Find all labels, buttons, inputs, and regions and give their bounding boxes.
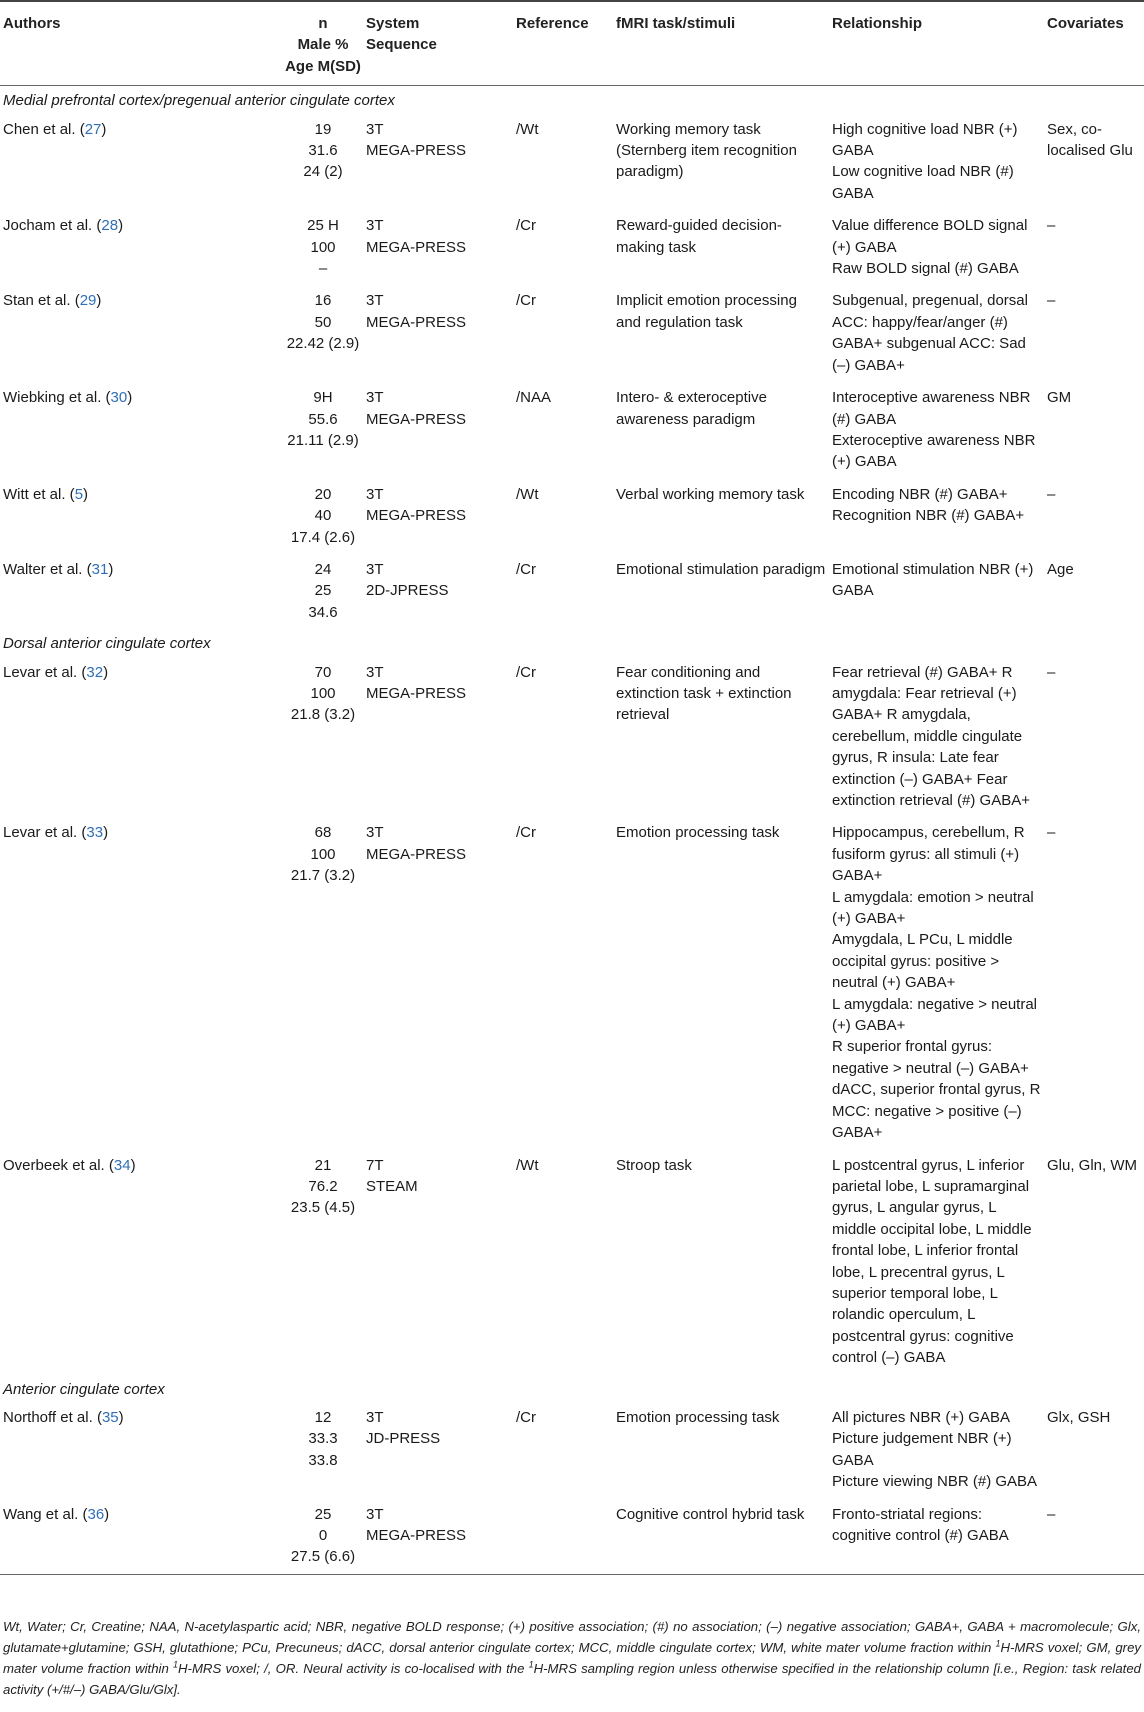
system-value: MEGA-PRESS [366,410,467,428]
header-n-line: n [318,15,328,32]
system-value: MEGA-PRESS [366,684,467,702]
n-value: 33.8 [308,1451,338,1469]
header-system [366,1,516,86]
table-row [0,1402,1144,1499]
cell-author [0,1402,280,1499]
cell-n [280,1402,366,1499]
relationship-line: High cognitive load NBR (+) GABA [832,120,1018,160]
cell-n [280,1150,366,1375]
n-value: 19 [314,120,332,138]
section-title: Dorsal anterior cingulate cortex [3,635,211,653]
cell-relationship [832,1402,1047,1499]
header-age-line: Age M(SD) [285,57,361,75]
n-value: 24 [314,560,332,578]
n-value: 12 [314,1408,332,1426]
relationship-line: dACC, superior frontal gyrus, R MCC: negative > positive (–) GABA+ [832,1081,1041,1142]
relationship-line: Fear retrieval (#) GABA+ R amygdala: Fear retrieval (+) GABA+ R amygdala, cerebellum, middle cingulate gyrus, R insula: Late fear extinction (–) GABA+ Fear extinction retrieval (#) GABA+ [832,663,1030,809]
n-value: 25 H [307,217,339,235]
system-value: 3T [366,292,384,310]
footnote-text-2: H-MRS voxel; GM, grey mater volume fraction within [3,1640,1141,1676]
system-value: 2D-JPRESS [366,582,449,600]
cell-reference [516,1499,616,1575]
cell-relationship [832,657,1047,818]
section-title: Anterior cingulate cortex [3,1380,165,1398]
cell-relationship [832,1499,1047,1575]
cell-n [280,554,366,629]
cell-reference: /Cr [516,1408,536,1426]
n-value: 31.6 [308,142,338,160]
author-paren: ) [103,824,109,842]
system-value: 3T [366,1505,384,1523]
table-row [0,479,1144,554]
cell-author [0,285,280,382]
author-name: Levar et al. ( [3,824,87,842]
header-covariates: Covariates [1047,1,1144,86]
n-value: 9H [313,389,333,407]
cell-task: Reward-guided decision-making task [616,217,782,256]
header-n [280,1,366,86]
cell-author [0,479,280,554]
cell-covariates: – [1047,824,1056,842]
relationship-line: Value difference BOLD signal (+) GABA [832,217,1028,256]
cell-author [0,1150,280,1375]
relationship-line: Picture viewing NBR (#) GABA [832,1473,1038,1491]
system-value: JD-PRESS [366,1430,441,1448]
relationship-line: All pictures NBR (+) GABA [832,1408,1010,1426]
author-name: Levar et al. ( [3,663,87,681]
system-value: MEGA-PRESS [366,313,467,331]
table-body [0,86,1144,1575]
author-paren: ) [101,120,107,138]
cell-task: Emotional stimulation paradigm [616,560,826,578]
system-value: 3T [366,217,384,235]
n-value: 33.3 [308,1430,338,1448]
author-paren: ) [103,663,109,681]
author-paren: ) [104,1505,110,1523]
cell-author [0,210,280,285]
cell-covariates: Glu, Gln, WM [1047,1156,1138,1174]
n-value: 16 [314,292,332,310]
cell-relationship [832,554,1047,629]
cell-relationship [832,382,1047,479]
cell-system [366,382,516,479]
relationship-line: Hippocampus, cerebellum, R fusiform gyrus: all stimuli (+) GABA+ [832,824,1025,885]
n-value: 24 (2) [303,163,343,181]
citation-link[interactable]: 31 [91,560,109,578]
relationship-line: Raw BOLD signal (#) GABA [832,260,1019,278]
cell-covariates: – [1047,485,1056,503]
header-task: fMRI task/stimuli [616,1,832,86]
table-header [0,1,1144,86]
system-value: MEGA-PRESS [366,142,467,160]
relationship-line: Encoding NBR (#) GABA+ [832,485,1008,503]
n-value: 40 [314,507,332,525]
cell-author [0,657,280,818]
footnote-superscript: 1 [173,1659,179,1670]
table-row [0,554,1144,629]
citation-link[interactable]: 32 [86,663,104,681]
cell-system [366,554,516,629]
cell-author [0,817,280,1149]
citation-link[interactable]: 28 [101,217,119,235]
system-value: MEGA-PRESS [366,507,467,525]
author-paren: ) [127,389,133,407]
n-value: 17.4 (2.6) [290,528,356,546]
cell-covariates: – [1047,292,1056,310]
table-row [0,210,1144,285]
n-value: 76.2 [308,1177,338,1195]
header-male-line: Male % [297,36,349,54]
relationship-line: Exteroceptive awareness NBR (+) GABA [832,431,1036,471]
cell-task: Intero- & exteroceptive awareness paradigm [616,389,767,428]
author-paren: ) [108,560,114,578]
cell-n [280,210,366,285]
footnote-superscript: 1 [528,1659,534,1670]
citation-link[interactable]: 36 [87,1505,105,1523]
footnote-text-4: H-MRS sampling region unless otherwise specified in the relationship column [i.e., Region: task related activity (+/#/–) GABA/Glu/Glx]. [3,1661,1142,1697]
cell-covariates: – [1047,663,1056,681]
relationship-line: Interoceptive awareness NBR (#) GABA [832,389,1031,428]
n-value: 21.11 (2.9) [287,431,359,449]
n-value: 0 [318,1527,328,1544]
cell-covariates: GM [1047,389,1072,407]
cell-task: Stroop task [616,1156,692,1174]
cell-author [0,382,280,479]
author-paren: ) [118,1408,124,1426]
footnote-text-1: Wt, Water; Cr, Creatine; NAA, N-acetylaspartic acid; NBR, negative BOLD response; (+) positive association; (#) no association; (–) negative association; GABA+, GABA + macromolecule; Glx, glutamate+glutamine; GSH, glutathione; PCu, Precuneus; dACC, dorsal anterior cingulate cortex; MCC, middle cingulate cortex; WM, white mater volume fraction within [3,1619,1141,1655]
header-system-line: System [366,15,420,32]
table-row [0,657,1144,818]
table-row [0,1499,1144,1575]
cell-system [366,1150,516,1375]
n-value: 21 [314,1156,332,1174]
cell-reference: /Wt [516,1156,539,1174]
cell-n [280,657,366,818]
system-value: 3T [366,560,384,578]
author-paren: ) [96,292,102,310]
header-relationship: Relationship [832,1,1047,86]
n-value: 100 [310,238,336,256]
cell-task: Cognitive control hybrid task [616,1499,832,1575]
author-name: Wang et al. ( [3,1505,88,1523]
cell-relationship [832,479,1047,554]
cell-reference: /NAA [516,389,552,407]
cell-n [280,114,366,211]
author-name: Overbeek et al. ( [3,1156,114,1174]
n-value: 100 [310,845,336,863]
cell-covariates: Glx, GSH [1047,1408,1111,1426]
cell-reference: /Cr [516,824,536,842]
cell-task: Working memory task (Sternberg item recognition paradigm) [616,120,797,181]
relationship-line: Low cognitive load NBR (#) GABA [832,163,1014,202]
cell-n [280,382,366,479]
system-value: 3T [366,120,384,138]
cell-task: Fear conditioning and extinction task + extinction retrieval [616,663,792,724]
relationship-line: Subgenual, pregenual, dorsal ACC: happy/fear/anger (#) GABA+ subgenual ACC: Sad (–) GABA+ [832,292,1028,374]
section-row [0,86,1144,114]
citation-link[interactable]: 33 [86,824,104,842]
relationship-line: L amygdala: negative > neutral (+) GABA+ [832,995,1037,1035]
section-title: Medial prefrontal cortex/pregenual anterior cingulate cortex [3,92,395,110]
table-row [0,285,1144,382]
cell-reference: /Cr [516,292,536,310]
header-authors: Authors [0,1,280,86]
citation-link[interactable]: 27 [84,120,102,138]
relationship-line: Emotional stimulation NBR (+) GABA [832,560,1034,600]
cell-reference: /Cr [516,560,536,578]
author-name: Walter et al. ( [3,560,92,578]
cell-author [0,1499,280,1575]
cell-relationship [832,817,1047,1149]
cell-covariates: – [1047,217,1056,235]
cell-covariates: Age [1047,560,1074,578]
cell-reference: /Cr [516,663,536,681]
cell-reference: /Wt [516,120,539,138]
author-name: Stan et al. ( [3,292,80,310]
cell-relationship [832,285,1047,382]
cell-task: Verbal working memory task [616,485,805,503]
system-value: 7T [366,1156,384,1174]
footnote-text-3: H-MRS voxel; /, OR. Neural activity is co-localised with the [178,1661,529,1676]
citation-link[interactable]: 35 [101,1408,119,1426]
relationship-line: Picture judgement NBR (+) GABA [832,1430,1012,1469]
citation-link[interactable]: 30 [110,389,128,407]
author-name: Northoff et al. ( [3,1408,102,1426]
table-row [0,114,1144,211]
system-value: 3T [366,663,384,681]
cell-author [0,114,280,211]
cell-system [366,114,516,211]
cell-n [280,817,366,1149]
author-paren: ) [118,217,124,235]
cell-system [366,1402,516,1499]
cell-system [366,210,516,285]
table-row [0,382,1144,479]
section-row [0,629,1144,656]
cell-covariates: Sex, co-localised Glu [1047,120,1133,160]
relationship-line: L amygdala: emotion > neutral (+) GABA+ [832,888,1034,928]
cell-task: Implicit emotion processing and regulation task [616,292,797,331]
citation-link[interactable]: 29 [79,292,97,310]
n-value: 25 [314,1505,332,1523]
author-name: Jocham et al. ( [3,217,102,235]
cell-task: Emotion processing task [616,824,780,842]
system-value: MEGA-PRESS [366,238,467,256]
relationship-line: Amygdala, L PCu, L middle occipital gyrus: positive > neutral (+) GABA+ [832,931,1013,992]
n-value: 34.6 [308,603,338,621]
header-sequence-line: Sequence [366,36,437,54]
n-value: 27.5 (6.6) [290,1548,356,1566]
cell-system [366,479,516,554]
author-paren: ) [83,485,89,503]
cell-relationship [832,210,1047,285]
n-value: 22.42 (2.9) [286,335,360,353]
system-value: 3T [366,389,384,407]
cell-reference: /Cr [516,217,536,235]
cell-reference: /Wt [516,485,539,503]
n-value: 70 [314,663,332,681]
system-value: 3T [366,1408,384,1426]
n-value: 20 [314,485,332,503]
header-reference: Reference [516,1,616,86]
table-row [0,817,1144,1149]
table-row [0,1150,1144,1375]
citation-link[interactable]: 5 [74,485,84,503]
author-paren: ) [130,1156,136,1174]
author-name: Wiebking et al. ( [3,389,111,407]
cell-n [280,1499,366,1575]
footnote-superscript: 1 [995,1638,1001,1649]
system-value: STEAM [366,1177,418,1195]
cell-n [280,285,366,382]
n-value: 21.8 (3.2) [290,706,356,724]
n-value: 50 [314,313,332,331]
cell-system [366,1499,516,1575]
cell-task: Emotion processing task [616,1408,780,1426]
cell-system [366,657,516,818]
n-value: – [318,260,328,278]
n-value: 68 [314,824,332,842]
cell-system [366,817,516,1149]
cell-author [0,554,280,629]
relationship-line: Recognition NBR (#) GABA+ [832,507,1025,525]
n-value: 55.6 [308,410,338,428]
relationship-line: Fronto-striatal regions: cognitive control (#) GABA [832,1505,1009,1544]
system-value: MEGA-PRESS [366,1527,467,1544]
table-footnote [3,1616,1141,1700]
n-value: 100 [310,684,336,702]
author-name: Chen et al. ( [3,120,85,138]
relationship-line: R superior frontal gyrus: negative > neutral (–) GABA+ [832,1038,1029,1077]
cell-system [366,285,516,382]
n-value: 25 [314,582,332,600]
cell-covariates: – [1047,1499,1144,1575]
system-value: 3T [366,485,384,503]
system-value: 3T [366,824,384,842]
cell-relationship [832,114,1047,211]
system-value: MEGA-PRESS [366,845,467,863]
n-value: 21.7 (3.2) [290,867,356,885]
relationship-line: L postcentral gyrus, L inferior parietal lobe, L supramarginal gyrus, L angular gyrus, L middle occipital lobe, L middle frontal lobe, L inferior frontal lobe, L precentral gyrus, L superior temporal lobe, L rolandic operculum, L postcentral gyrus: cognitive control (–) GABA [832,1156,1032,1367]
author-name: Witt et al. ( [3,485,75,503]
cell-relationship [832,1150,1047,1375]
n-value: 23.5 (4.5) [290,1199,356,1217]
citation-link[interactable]: 34 [113,1156,131,1174]
cell-n [280,479,366,554]
section-row [0,1375,1144,1402]
